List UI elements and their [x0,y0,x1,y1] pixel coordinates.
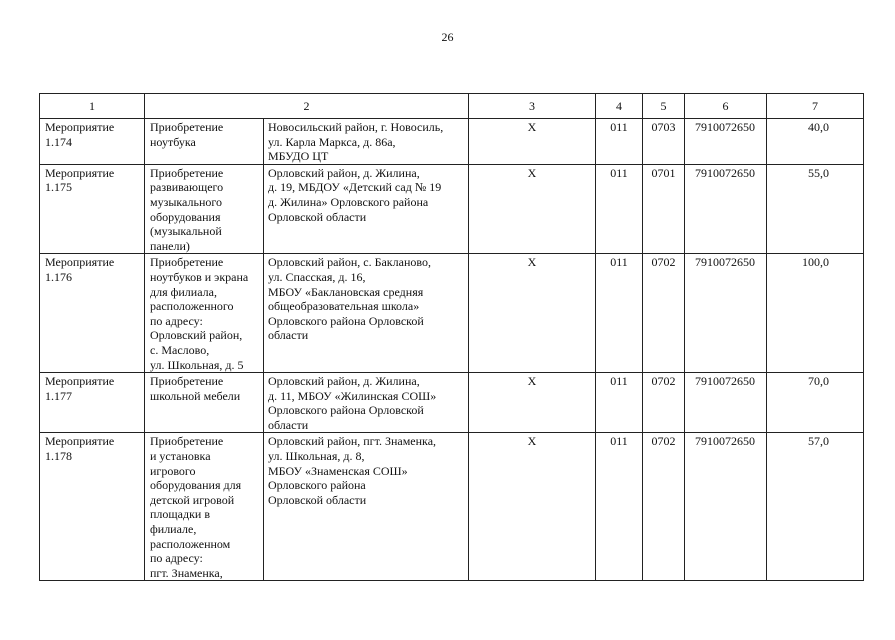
location-cell: Новосильский район, г. Новосиль, ул. Карла Маркса, д. 86а, МБУДО ЦТ [264,119,469,165]
table-row [40,164,864,254]
col7-cell: 57,0 [767,433,864,581]
col4-cell: 011 [596,119,643,165]
header-cell-2: 2 [145,94,469,119]
header-cell-6: 6 [685,94,767,119]
header-cell-1: 1 [40,94,145,119]
col6-cell: 7910072650 [685,373,767,433]
col4-cell: 011 [596,164,643,254]
location-cell: Орловский район, пгт. Знаменка, ул. Школьная, д. 8, МБОУ «Знаменская СОШ» Орловского района Орловской области [264,433,469,581]
item-cell: Приобретение ноутбука [145,119,264,165]
col6-cell: 7910072650 [685,254,767,373]
page-number: 26 [441,30,454,44]
item-cell: Приобретение развивающего музыкального оборудования (музыкальной панели) [145,164,264,254]
header-cell-7: 7 [767,94,864,119]
location-cell: Орловский район, д. Жилина, д. 11, МБОУ «Жилинская СОШ» Орловского района Орловской области [264,373,469,433]
col4-cell: 011 [596,254,643,373]
col7-cell: 40,0 [767,119,864,165]
col6-cell: 7910072650 [685,433,767,581]
item-cell: Приобретение и установка игрового оборудования для детской игровой площадки в филиале, расположенном по адресу: пгт. Знаменка, [145,433,264,581]
col5-cell: 0702 [643,373,685,433]
header-cell-3: 3 [469,94,596,119]
col3-cell: X [469,119,596,165]
col3-cell: X [469,254,596,373]
event-cell: Мероприятие 1.174 [40,119,145,165]
col3-cell: X [469,433,596,581]
header-cell-4: 4 [596,94,643,119]
event-cell: Мероприятие 1.176 [40,254,145,373]
location-cell: Орловский район, д. Жилина, д. 19, МБДОУ «Детский сад № 19 д. Жилина» Орловского района Орловской области [264,164,469,254]
table-row [40,433,864,581]
col5-cell: 0703 [643,119,685,165]
header-row [40,94,864,119]
col5-cell: 0702 [643,254,685,373]
col7-cell: 100,0 [767,254,864,373]
col7-cell: 70,0 [767,373,864,433]
event-cell: Мероприятие 1.177 [40,373,145,433]
event-cell: Мероприятие 1.175 [40,164,145,254]
col5-cell: 0702 [643,433,685,581]
col5-cell: 0701 [643,164,685,254]
table-row [40,373,864,433]
item-cell: Приобретение ноутбуков и экрана для филиала, расположенного по адресу: Орловский район, с. Маслово, ул. Школьная, д. 5 [145,254,264,373]
col6-cell: 7910072650 [685,119,767,165]
header-cell-5: 5 [643,94,685,119]
col3-cell: X [469,373,596,433]
table-row [40,254,864,373]
col4-cell: 011 [596,433,643,581]
col3-cell: X [469,164,596,254]
col4-cell: 011 [596,373,643,433]
event-cell: Мероприятие 1.178 [40,433,145,581]
location-cell: Орловский район, с. Бакланово, ул. Спасская, д. 16, МБОУ «Баклановская средняя общеобразовательная школа» Орловского района Орловской области [264,254,469,373]
table-row [40,119,864,165]
col6-cell: 7910072650 [685,164,767,254]
budget-table [39,93,864,581]
item-cell: Приобретение школьной мебели [145,373,264,433]
col7-cell: 55,0 [767,164,864,254]
